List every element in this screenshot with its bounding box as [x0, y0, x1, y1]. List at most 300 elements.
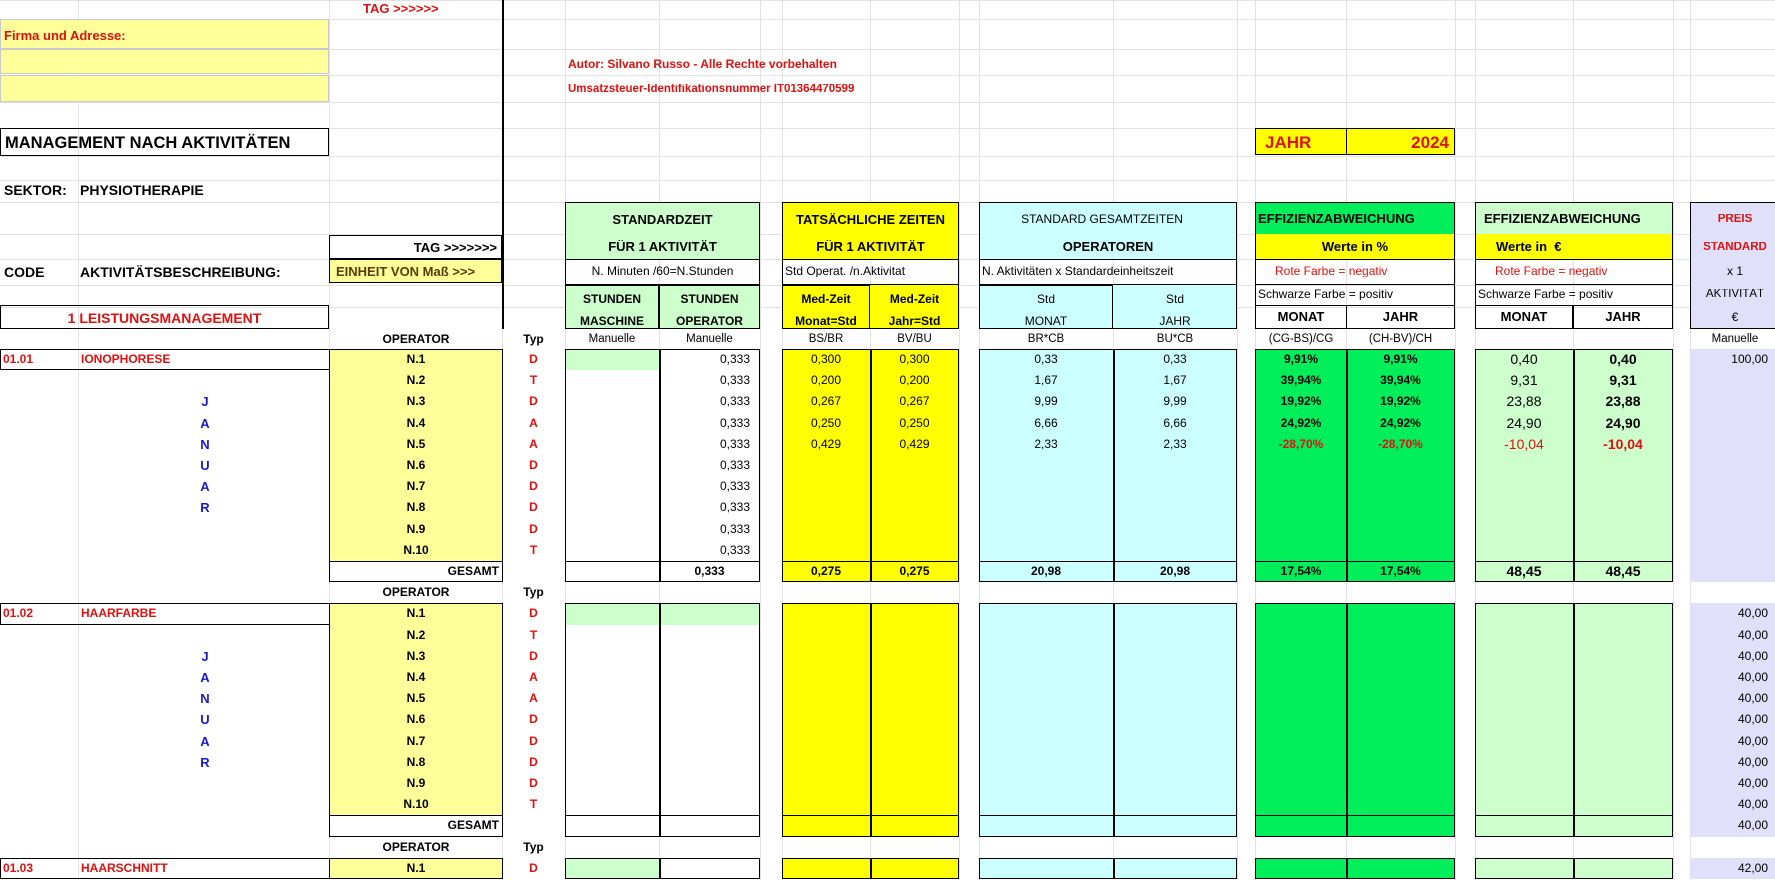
std-operator-cell[interactable] [659, 858, 760, 879]
std-hours-machine [565, 285, 659, 329]
month-letter: J [201, 394, 209, 410]
operator-type[interactable]: D [529, 500, 538, 515]
price-cell[interactable]: 40,00 [1690, 646, 1775, 667]
eff-pct-month-cell [1255, 455, 1347, 476]
eff-eur-header-1: EFFIZIENZABWEICHUNG [1475, 202, 1673, 234]
operator-type[interactable]: A [529, 436, 538, 451]
eff-pct-year-cell [1346, 709, 1455, 730]
eff-pct-month-cell: 24,92% [1255, 413, 1347, 434]
eff-pct-year-cell [1346, 731, 1455, 752]
total-eur-month [1475, 815, 1573, 836]
std-operator-cell[interactable] [659, 731, 760, 752]
std-operator-cell[interactable] [659, 794, 760, 815]
med-month-cell [782, 625, 870, 646]
operator-type[interactable]: D [529, 648, 538, 663]
med-month-cell [782, 646, 870, 667]
eff-eur-year-cell [1573, 667, 1673, 688]
std-machine-cell[interactable] [565, 497, 659, 518]
med-month-cell [782, 752, 870, 773]
total-price [1690, 561, 1775, 582]
med-year-cell [870, 688, 959, 709]
operator-type[interactable]: A [529, 691, 538, 706]
eff-pct-year-cell [1346, 773, 1455, 794]
eff-pct-header-3: Rote Farbe = negativ [1275, 265, 1388, 277]
std-operator-cell[interactable]: 0,333 [719, 500, 750, 515]
operator-name[interactable]: N.9 [329, 773, 503, 794]
grid-row-line [0, 102, 1775, 103]
price-cell[interactable]: 40,00 [1690, 625, 1775, 646]
med-year-cell: 0,200 [870, 370, 959, 391]
std-machine-cell[interactable] [565, 752, 659, 773]
std-machine-cell[interactable] [565, 646, 659, 667]
operator-name[interactable]: N.4 [329, 413, 503, 434]
total-std-operator [659, 815, 760, 836]
std-machine-cell[interactable] [565, 794, 659, 815]
operator-type[interactable]: T [529, 797, 538, 812]
activity-name[interactable]: HAARFARBE [81, 606, 157, 621]
price-cell[interactable] [1690, 455, 1775, 476]
eff-eur-month-cell [1475, 667, 1573, 688]
operator-name[interactable]: N.3 [329, 646, 503, 667]
med-year-cell [870, 497, 959, 518]
std-machine-cell[interactable] [565, 391, 659, 412]
eff-pct-month-cell [1255, 773, 1347, 794]
grid-col-line [959, 0, 960, 880]
operator-type[interactable]: D [529, 733, 538, 748]
operator-name[interactable]: N.3 [329, 391, 503, 412]
med-year-cell: 0,267 [870, 391, 959, 412]
operator-name[interactable]: N.1 [329, 858, 503, 879]
act-month-line-1: Med-Zeit [801, 292, 851, 306]
eff-pct-month-cell: 39,94% [1255, 370, 1347, 391]
eff-eur-year-cell: 9,31 [1573, 370, 1673, 391]
month-letter: A [200, 733, 210, 749]
activity-code[interactable]: 01.02 [3, 606, 34, 621]
eff-eur-month-cell [1475, 540, 1573, 561]
act-med-month [782, 285, 870, 329]
firm-label[interactable]: Firma und Adresse: [0, 19, 329, 49]
operator-type[interactable]: D [529, 776, 538, 790]
med-month-cell [782, 667, 870, 688]
price-cell[interactable] [1690, 476, 1775, 497]
operator-name[interactable]: N.6 [329, 455, 503, 476]
std-operator-line-1: STUNDEN [680, 292, 739, 306]
med-year-cell [870, 603, 959, 624]
std-total-year-cell [1113, 646, 1237, 667]
unit-label: EINHEIT VON Maß >>> [329, 259, 502, 283]
std-operator-cell[interactable] [659, 752, 760, 773]
std-hours-operator [659, 285, 760, 329]
std-operator-cell[interactable]: 0,333 [719, 373, 750, 388]
month-letter: R [200, 500, 210, 516]
month-letter: A [200, 415, 210, 431]
price-cell[interactable] [1690, 497, 1775, 518]
price-header-1: PREIS [1717, 214, 1753, 225]
std-operator-cell[interactable]: 0,333 [719, 415, 750, 430]
eff-eur-month-cell [1475, 497, 1573, 518]
typ-header: Typ [523, 585, 544, 600]
operator-name[interactable]: N.10 [329, 794, 503, 815]
operator-name[interactable]: N.8 [329, 497, 503, 518]
eff-eur-month-cell [1475, 752, 1573, 773]
std-machine-cell[interactable] [565, 603, 659, 624]
price-cell[interactable]: 40,00 [1690, 752, 1775, 773]
eff-eur-month-cell: 0,40 [1475, 349, 1573, 370]
tot-std-year [1113, 285, 1237, 329]
std-total-month-cell [979, 646, 1113, 667]
eff-pct-month-cell [1255, 603, 1347, 624]
tot-header-1: STANDARD GESAMTZEITEN [1021, 213, 1183, 225]
eff-pct-month-cell [1255, 519, 1347, 540]
std-total-year-cell [1113, 773, 1237, 794]
std-operator-cell[interactable] [659, 773, 760, 794]
med-year-cell [870, 773, 959, 794]
std-machine-cell[interactable] [565, 349, 659, 370]
eff-pct-year-cell: 19,92% [1346, 391, 1455, 412]
eff-eur-year-cell [1573, 709, 1673, 730]
std-machine-cell[interactable] [565, 413, 659, 434]
std-total-month-cell [979, 773, 1113, 794]
grid-col-line [1673, 0, 1674, 880]
eff-eur-month-cell [1475, 731, 1573, 752]
eff-pct-year-cell [1346, 794, 1455, 815]
act-year-line-1: Med-Zeit [889, 292, 940, 306]
code-label: CODE [4, 265, 45, 279]
firm-address-line-1[interactable] [0, 49, 329, 74]
std-total-month-cell: 6,66 [979, 413, 1113, 434]
eff-eur-year-cell [1573, 540, 1673, 561]
operator-type[interactable]: D [529, 860, 538, 875]
operator-name[interactable]: N.9 [329, 519, 503, 540]
total-price: 40,00 [1690, 815, 1775, 836]
eff-pct-header-4: Schwarze Farbe = positiv [1258, 288, 1394, 300]
activity-name[interactable]: HAARSCHNITT [81, 860, 168, 875]
std-machine-cell[interactable] [565, 370, 659, 391]
total-med-year [870, 815, 959, 836]
eff-pct-year-cell [1346, 858, 1455, 879]
eff-eur-year-cell [1573, 646, 1673, 667]
std-machine-cell[interactable] [565, 709, 659, 730]
std-total-month-cell [979, 688, 1113, 709]
operator-name[interactable]: N.2 [329, 625, 503, 646]
std-machine-cell[interactable] [565, 688, 659, 709]
eff-pct-year-cell: 9,91% [1346, 349, 1455, 370]
std-machine-cell[interactable] [565, 667, 659, 688]
price-cell[interactable]: 40,00 [1690, 709, 1775, 730]
std-operator-cell[interactable] [659, 709, 760, 730]
price-cell[interactable]: 40,00 [1690, 731, 1775, 752]
sector-label: SEKTOR: [4, 183, 67, 197]
total-eur-month: 48,45 [1475, 561, 1573, 582]
operator-type[interactable]: D [529, 754, 538, 769]
std-machine-cell[interactable] [565, 858, 659, 879]
std-total-year-cell [1113, 667, 1237, 688]
std-operator-line-2: OPERATOR [676, 314, 743, 328]
operator-header: OPERATOR [382, 839, 450, 854]
grid-col-line [1237, 0, 1238, 880]
eff-eur-month-cell [1475, 688, 1573, 709]
eff-eur-month-cell [1475, 646, 1573, 667]
author-text: Autor: Silvano Russo - Alle Rechte vorbehalten [568, 58, 837, 70]
std-operator-cell[interactable]: 0,333 [719, 458, 750, 472]
eff-pct-year-cell [1346, 519, 1455, 540]
total-std-month [979, 815, 1113, 836]
med-month-cell [782, 476, 870, 497]
eff-eur-year-cell [1573, 688, 1673, 709]
operator-name[interactable]: N.8 [329, 752, 503, 773]
month-letter: A [200, 670, 210, 685]
formula-manuelle-2: Manuelle [686, 333, 733, 345]
eff-pct-month-cell [1255, 709, 1347, 730]
operator-type[interactable]: D [529, 606, 538, 621]
eff-eur-year-cell: 23,88 [1573, 391, 1673, 412]
std-operator-cell[interactable] [659, 603, 760, 624]
activity-code[interactable]: 01.01 [3, 352, 34, 366]
operator-name[interactable]: N.6 [329, 709, 503, 730]
med-year-cell [870, 731, 959, 752]
price-cell[interactable]: 42,00 [1690, 858, 1775, 879]
month-letter: A [200, 479, 210, 495]
eff-eur-month-cell [1475, 625, 1573, 646]
std-total-year-cell: 6,66 [1113, 413, 1237, 434]
operator-name[interactable]: N.5 [329, 434, 503, 455]
total-pct-month: 17,54% [1255, 561, 1347, 582]
std-machine-cell[interactable] [565, 540, 659, 561]
eff-pct-year-cell [1346, 476, 1455, 497]
std-header-2: FÜR 1 AKTIVITÄT [608, 240, 717, 253]
tot-header-3: N. Aktivitäten x Standardeinheitszeit [982, 265, 1174, 277]
med-month-cell [782, 455, 870, 476]
operator-name[interactable]: N.7 [329, 476, 503, 497]
std-total-month-cell [979, 752, 1113, 773]
firm-address-line-2[interactable] [0, 75, 329, 102]
med-year-cell [870, 752, 959, 773]
price-cell[interactable]: 100,00 [1690, 349, 1775, 370]
std-machine-cell[interactable] [565, 434, 659, 455]
eff-pct-year-label: JAHR [1382, 310, 1419, 323]
description-label: AKTIVITÄTSBESCHREIBUNG: [80, 265, 281, 279]
eff-eur-header-4: Schwarze Farbe = positiv [1478, 288, 1614, 300]
eff-pct-year-cell [1346, 752, 1455, 773]
eff-pct-month-cell [1255, 625, 1347, 646]
std-total-month-cell [979, 794, 1113, 815]
med-month-cell: 0,267 [782, 391, 870, 412]
std-total-month-cell [979, 497, 1113, 518]
med-year-cell: 0,250 [870, 413, 959, 434]
price-cell[interactable]: 40,00 [1690, 794, 1775, 815]
operator-type[interactable]: A [529, 415, 538, 430]
euro-icon: € [1554, 239, 1562, 254]
price-cell[interactable]: 40,00 [1690, 688, 1775, 709]
typ-header: Typ [523, 332, 544, 346]
operator-type[interactable]: D [529, 352, 538, 366]
total-std-operator: 0,333 [694, 564, 725, 578]
std-total-year-cell [1113, 858, 1237, 879]
operator-name[interactable]: N.10 [329, 540, 503, 561]
std-total-month-cell [979, 667, 1113, 688]
std-total-month-cell [979, 625, 1113, 646]
activity-name[interactable]: IONOPHORESE [81, 352, 171, 366]
price-cell[interactable] [1690, 434, 1775, 455]
eff-pct-year-cell: 39,94% [1346, 370, 1455, 391]
med-year-cell [870, 858, 959, 879]
price-cell[interactable]: 40,00 [1690, 667, 1775, 688]
price-cell[interactable] [1690, 413, 1775, 434]
eff-pct-month-cell: -28,70% [1255, 434, 1347, 455]
eff-eur-month-cell [1475, 709, 1573, 730]
eff-eur-year-cell [1573, 731, 1673, 752]
formula-manuelle-1: Manuelle [588, 333, 636, 345]
operator-name[interactable]: N.1 [329, 349, 503, 370]
price-cell[interactable] [1690, 370, 1775, 391]
price-cell[interactable]: 40,00 [1690, 603, 1775, 624]
std-total-month-cell [979, 519, 1113, 540]
group-title: 1 LEISTUNGSMANAGEMENT [0, 305, 329, 329]
std-operator-cell[interactable]: 0,333 [719, 479, 750, 494]
eff-pct-header-2: Werte in % [1255, 234, 1455, 259]
std-header-1: STANDARDZEIT [612, 213, 713, 226]
eff-eur-year-cell: -10,04 [1573, 434, 1673, 455]
operator-type[interactable]: T [529, 542, 538, 557]
eff-pct-month-cell [1255, 646, 1347, 667]
month-letter: N [200, 691, 210, 707]
month-letter: R [200, 754, 210, 770]
std-operator-cell[interactable]: 0,333 [719, 542, 750, 557]
typ-header: Typ [523, 839, 544, 854]
eff-eur-header-3: Rote Farbe = negativ [1495, 265, 1608, 277]
act-month-line-2: Monat=Std [795, 314, 857, 328]
tot-year-line-2: JAHR [1159, 314, 1191, 328]
operator-name[interactable]: N.1 [329, 603, 503, 624]
price-cell[interactable] [1690, 519, 1775, 540]
std-machine-cell[interactable] [565, 476, 659, 497]
std-machine-cell[interactable] [565, 455, 659, 476]
price-header-3: x 1 [1726, 265, 1743, 277]
year-value[interactable]: 2024 [1346, 128, 1455, 155]
std-machine-cell[interactable] [565, 773, 659, 794]
std-total-month-cell [979, 858, 1113, 879]
eff-eur-month-cell [1475, 476, 1573, 497]
grid-row-line [0, 156, 1775, 157]
operator-type[interactable]: D [529, 479, 538, 494]
med-month-cell [782, 497, 870, 518]
eff-eur-month-cell [1475, 455, 1573, 476]
eff-pct-year-cell [1346, 688, 1455, 709]
std-total-year-cell [1113, 476, 1237, 497]
operator-type[interactable]: D [529, 521, 538, 536]
eff-pct-month-cell [1255, 497, 1347, 518]
med-month-cell: 0,300 [782, 349, 870, 370]
med-month-cell [782, 709, 870, 730]
med-month-cell [782, 603, 870, 624]
sector-value[interactable]: PHYSIOTHERAPIE [80, 183, 204, 197]
std-total-year-cell: 2,33 [1113, 434, 1237, 455]
std-operator-cell[interactable] [659, 688, 760, 709]
eff-eur-year-cell [1573, 773, 1673, 794]
total-med-month [782, 815, 870, 836]
act-header-2: FÜR 1 AKTIVITÄT [816, 240, 925, 253]
std-machine-line-2: MASCHINE [579, 314, 644, 328]
operator-type[interactable]: D [529, 712, 538, 727]
std-operator-cell[interactable] [659, 625, 760, 646]
tot-month-line-2: MONAT [1024, 314, 1068, 328]
std-operator-cell[interactable] [659, 667, 760, 688]
activity-code[interactable]: 01.03 [3, 860, 34, 875]
total-pct-year [1346, 815, 1455, 836]
operator-name[interactable]: N.7 [329, 731, 503, 752]
eff-eur-month-cell [1475, 519, 1573, 540]
med-year-cell: 0,429 [870, 434, 959, 455]
price-cell[interactable] [1690, 391, 1775, 412]
tag-top: TAG >>>>>> [363, 2, 439, 16]
std-machine-cell[interactable] [565, 731, 659, 752]
med-year-cell [870, 646, 959, 667]
eff-pct-year-cell [1346, 603, 1455, 624]
std-machine-line-1: STUNDEN [582, 292, 641, 306]
med-month-cell [782, 688, 870, 709]
std-machine-cell[interactable] [565, 625, 659, 646]
std-operator-cell[interactable]: 0,333 [719, 521, 750, 536]
operator-type[interactable]: D [529, 394, 538, 409]
total-pct-year: 17,54% [1346, 561, 1455, 582]
total-std-month: 20,98 [979, 561, 1113, 582]
operator-name[interactable]: N.2 [329, 370, 503, 391]
std-total-month-cell [979, 603, 1113, 624]
std-machine-cell[interactable] [565, 519, 659, 540]
std-operator-cell[interactable]: 0,333 [719, 352, 750, 366]
operator-name[interactable]: N.4 [329, 667, 503, 688]
tag-second: TAG >>>>>>> [329, 235, 502, 259]
eff-eur-year-cell [1573, 497, 1673, 518]
total-eur-year: 48,45 [1573, 561, 1673, 582]
std-operator-cell[interactable]: 0,333 [719, 436, 750, 451]
std-total-year-cell [1113, 752, 1237, 773]
operator-type[interactable]: A [529, 670, 538, 684]
std-total-year-cell [1113, 497, 1237, 518]
operator-type[interactable]: T [529, 627, 538, 642]
std-operator-cell[interactable]: 0,333 [719, 394, 750, 409]
operator-name[interactable]: N.5 [329, 688, 503, 709]
med-year-cell: 0,300 [870, 349, 959, 370]
std-total-year-cell [1113, 540, 1237, 561]
grid-row-line [0, 180, 1775, 181]
std-total-month-cell: 1,67 [979, 370, 1113, 391]
operator-type[interactable]: D [529, 458, 538, 472]
std-total-month-cell: 0,33 [979, 349, 1113, 370]
eff-pct-year-cell: -28,70% [1346, 434, 1455, 455]
std-operator-cell[interactable] [659, 646, 760, 667]
total-std-year [1113, 815, 1237, 836]
price-cell[interactable]: 40,00 [1690, 773, 1775, 794]
std-total-year-cell: 9,99 [1113, 391, 1237, 412]
std-total-year-cell [1113, 731, 1237, 752]
grid-row-line [0, 0, 1775, 1]
operator-type[interactable]: T [529, 373, 538, 388]
eff-pct-month-cell [1255, 667, 1347, 688]
month-letter: J [201, 648, 209, 664]
eff-pct-month-cell [1255, 858, 1347, 879]
std-total-year-cell [1113, 519, 1237, 540]
month-letter: N [200, 436, 210, 452]
std-total-year-cell [1113, 709, 1237, 730]
std-total-year-cell [1113, 455, 1237, 476]
eff-pct-month-cell [1255, 752, 1347, 773]
act-header-1: TATSÄCHLICHE ZEITEN [795, 213, 945, 226]
med-year-cell [870, 625, 959, 646]
med-month-cell [782, 731, 870, 752]
price-cell[interactable] [1690, 540, 1775, 561]
eff-eur-month-cell [1475, 603, 1573, 624]
